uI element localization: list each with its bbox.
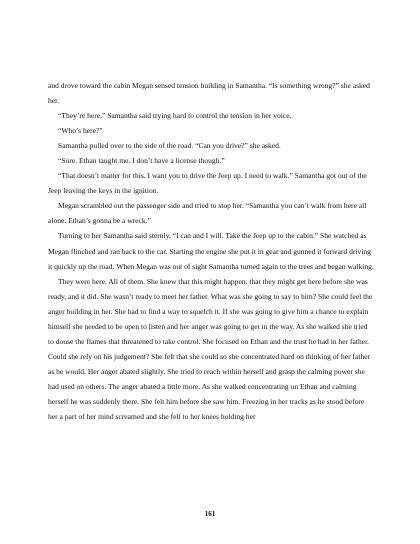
paragraph: “That doesn’t matter for this. I want you to drive the Jeep up. I need to walk.” Samantha got out of the Jeep leaving the keys in the ignition. <box>48 171 367 196</box>
paragraph: “Sure. Ethan taught me. I don’t have a license though.” <box>58 156 225 166</box>
paragraph: Samantha pulled over to the side of the road. “Can you drive?” she asked. <box>58 141 281 151</box>
paragraph: Megan scrambled out the passenger side and tried to stop her. “Samantha you can’t walk from here all alone. Ethan’s gonna be a wreck.” <box>48 201 367 226</box>
paragraph: Turning to her Samantha said sternly, “I can and I will. Take the Jeep up to the cabin.” She watched as Megan flinched and ran back to the car. Starting the engine she put it in gear and gunned it forward driving it quickly up the road. When Megan was out of sight Samantha turned again to the trees and began walking. <box>48 231 374 271</box>
body-text <box>48 78 374 424</box>
paragraph: and drove toward the cabin Megan sensed tension building in Samantha. “Is something wrong?” she asked her. <box>48 81 370 106</box>
paragraph: “Who’s here?” <box>58 126 103 136</box>
paragraph: “They’re here.” Samantha said trying hard to control the tension in her voice. <box>58 111 292 121</box>
page-number: 161 <box>204 510 216 518</box>
paragraph: They were here. All of them. She knew that this might happen, that they might get here before she was ready, and it did. She wasn’t ready to meet her father. What was she going to say to him? She could feel the anger building in her. She had to find a way to squelch it. If she was going to give him a chance to explain himself she needed to be open to listen and her anger was going to get in the way. As she walked she tried to douse the flames that threatened to take control. She focused on Ethan and the trust he had in her father. Could she rely on his judgement? She felt that she could so she concentrated hard on thinking of her father as he would. Her anger abated slightly. She tried to reach within herself and grasp the calming power she had used on others. The anger abated a little more. As she walked concentrating on Ethan and calming herself he was suddenly there. She felt him before she saw him. Freezing in her tracks as he stood before her a part of her mind screamed and she fell to her knees holding her <box>48 276 373 422</box>
